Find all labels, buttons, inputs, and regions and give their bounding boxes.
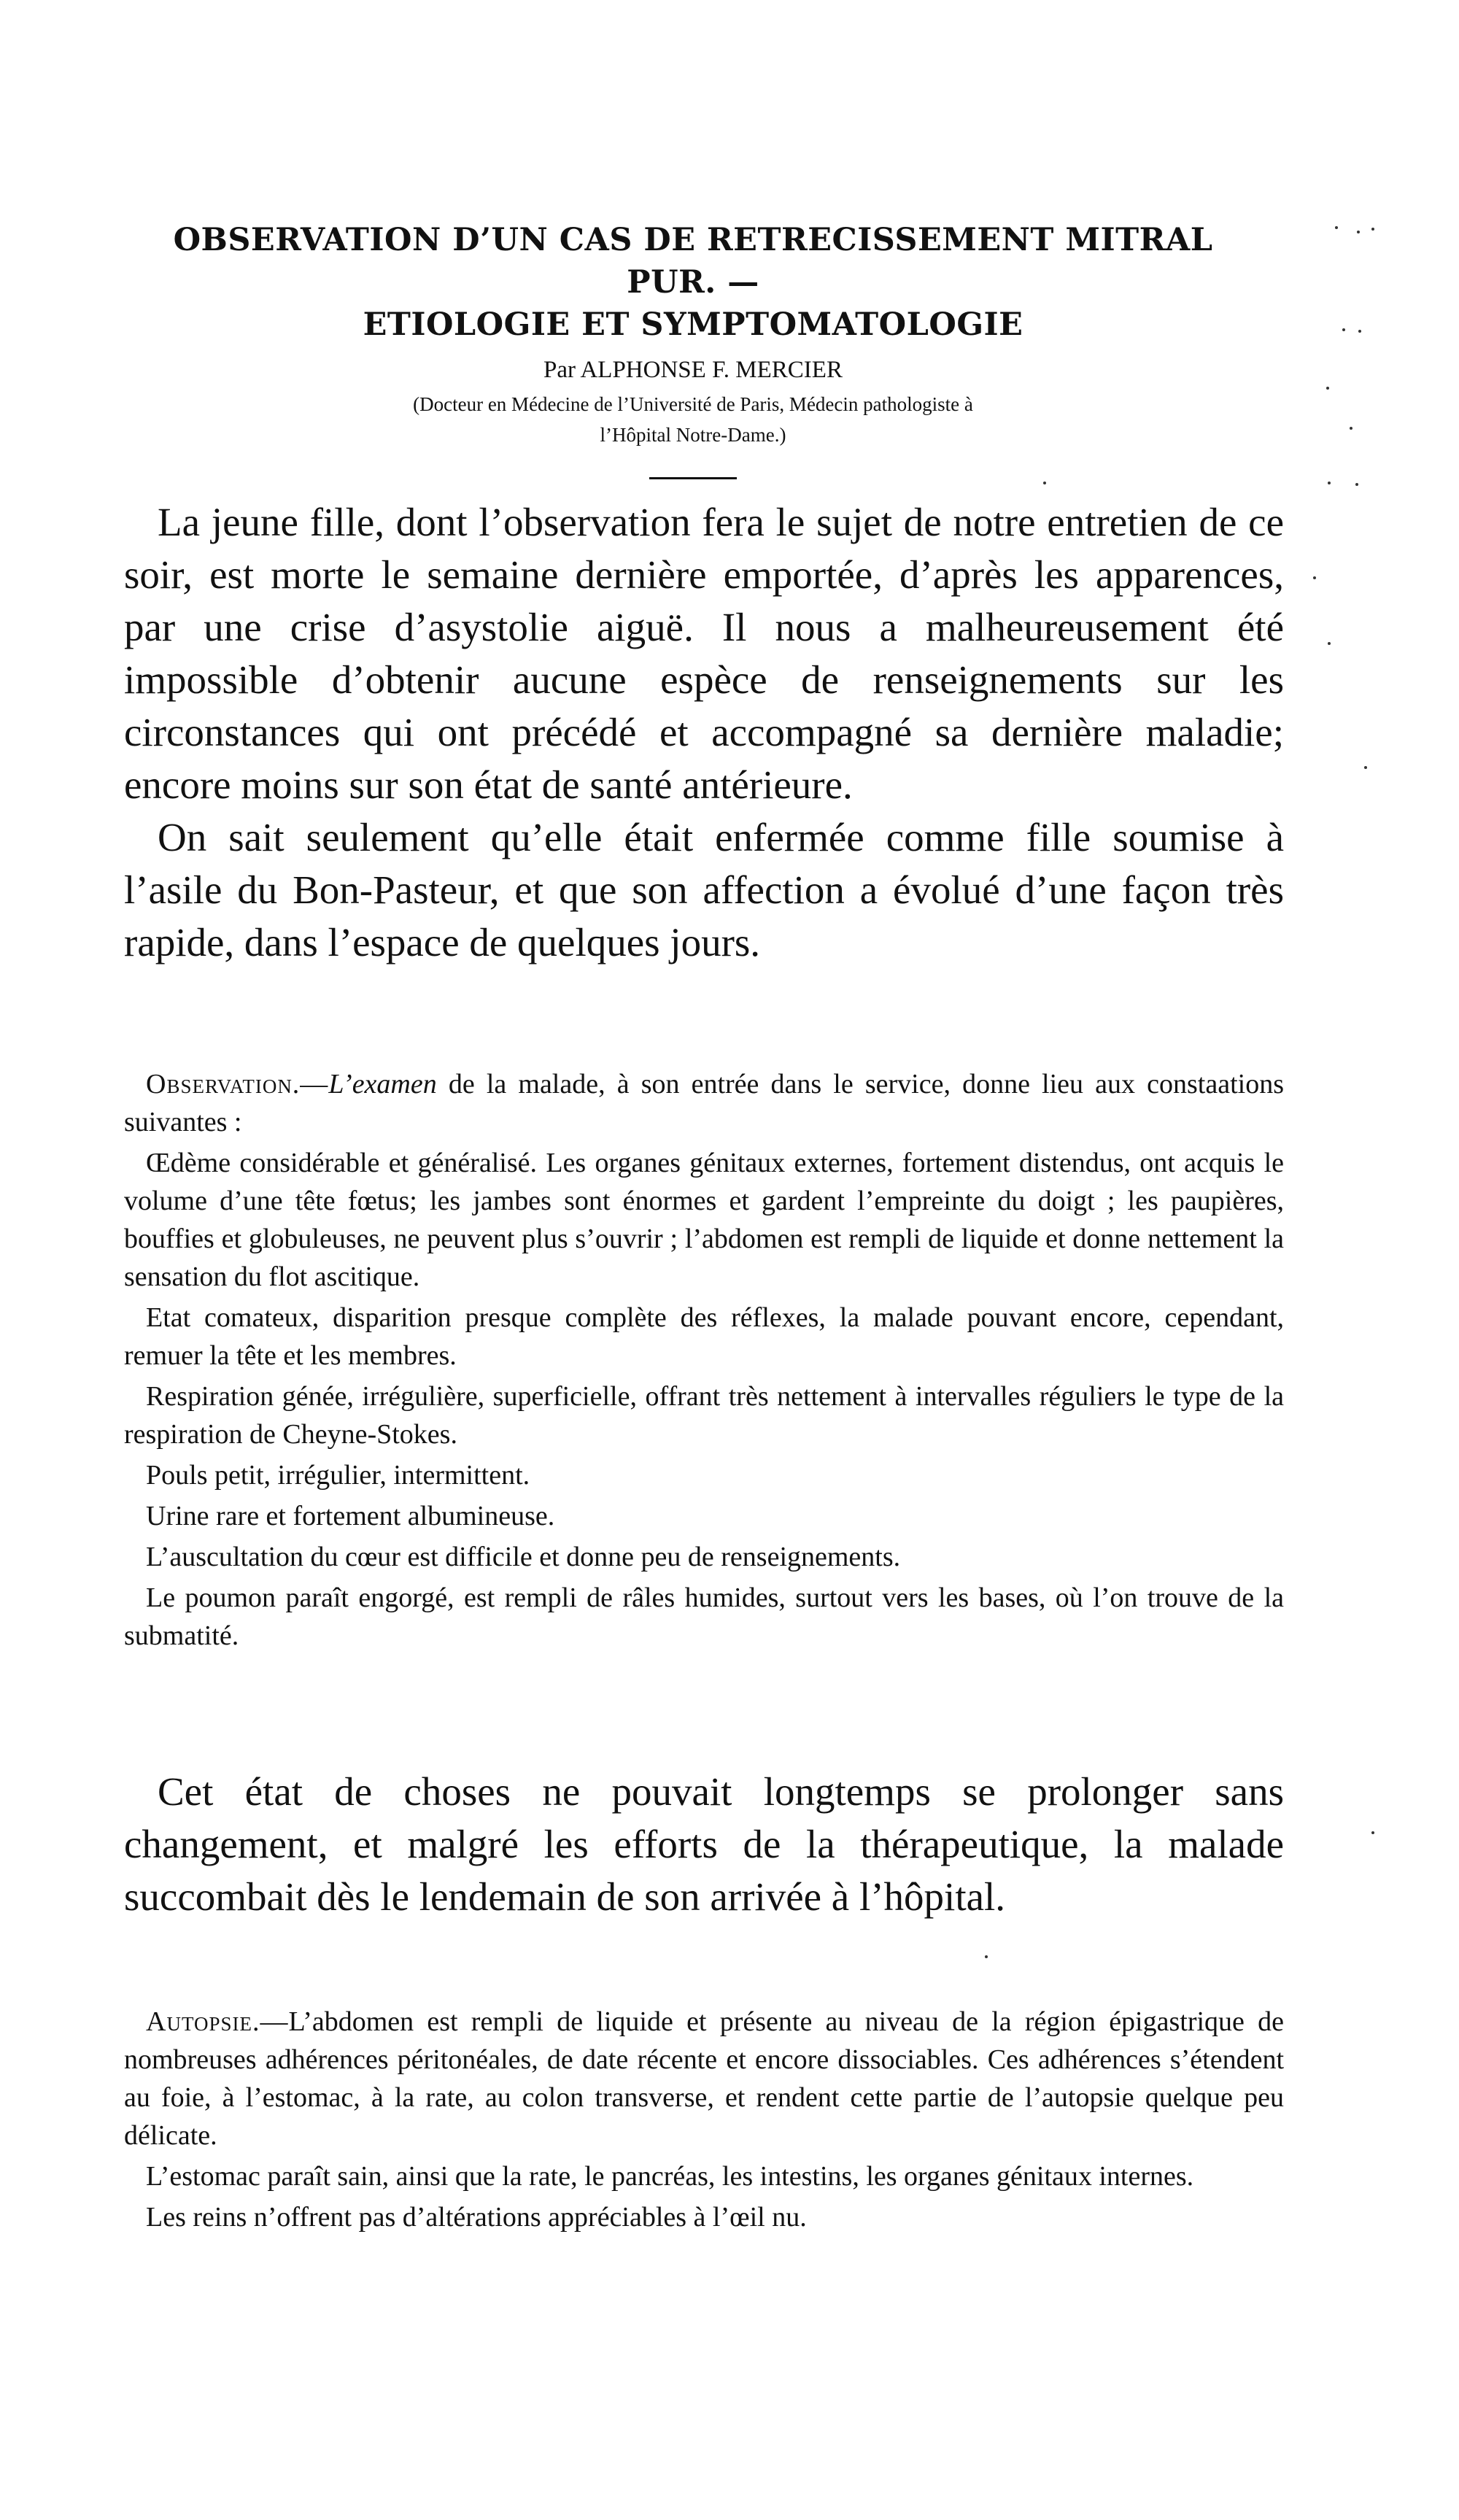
autopsy-section (124, 2003, 1284, 2236)
observation-paragraph-3: Etat comateux, disparition presque complète des réflexes, la malade pouvant encore, cependant, remuer la tête et les membres. (124, 1302, 1284, 1371)
author-byline: Par ALPHONSE F. MERCIER (543, 357, 843, 383)
speck (1328, 482, 1331, 484)
title-divider (649, 477, 737, 479)
intro-paragraph-2: On sait seulement qu’elle était enfermée comme fille soumise à l’asile du Bon-Pasteur, et que son affection a évolué d’une façon très rapide, dans l’espace de quelques jours. (124, 815, 1284, 965)
author-affiliation-line1: (Docteur en Médecine de l’Université de Paris, Médecin pathologiste à (413, 393, 973, 415)
speck (1043, 482, 1046, 484)
speck (1357, 231, 1360, 233)
observation-lead: Observation.— (146, 1069, 329, 1099)
autopsy-paragraph-1 (124, 2003, 1284, 2154)
observation-section (124, 1065, 1284, 1655)
speck (1350, 427, 1352, 430)
article-header (124, 219, 1262, 479)
speck (1313, 576, 1316, 579)
observation-paragraph-4: Respiration génée, irrégulière, superficielle, offrant très nettement à intervalles réguliers le type de la respiration de Cheyne-Stokes. (124, 1381, 1284, 1450)
observation-paragraph-5: Pouls petit, irrégulier, intermittent. (146, 1460, 530, 1491)
autopsy-paragraph-3: Les reins n’offrent pas d’altérations appréciables à l’œil nu. (146, 2202, 807, 2233)
autopsy-paragraph-1-text: L’abdomen est rempli de liquide et présente au niveau de la région épigastrique de nombreuses adhérences péritonéales, de date récente et encore dissociables. Ces adhérences s’étendent au foie, à l’estomac, à la rate, au colon transverse, et rendent cette partie de l’autopsie quelque peu délicate. (124, 2006, 1284, 2151)
observation-paragraph-8: Le poumon paraît engorgé, est rempli de râles humides, surtout vers les bases, où l’on trouve de la submatité. (124, 1582, 1284, 1651)
speck (1364, 766, 1367, 769)
observation-lead-italic: L’examen (328, 1069, 437, 1099)
middle-section (124, 1766, 1284, 1923)
speck (1326, 387, 1329, 390)
speck (1335, 226, 1338, 229)
autopsy-paragraph-2: L’estomac paraît sain, ainsi que la rate, le pancréas, les intestins, les organes génitaux internes. (146, 2161, 1194, 2192)
observation-paragraph-7: L’auscultation du cœur est difficile et donne peu de renseignements. (146, 1542, 901, 1572)
author-affiliation-line2: l’Hôpital Notre-Dame.) (600, 424, 786, 446)
middle-paragraph-1: Cet état de choses ne pouvait longtemps se prolonger sans changement, et malgré les efforts de la thérapeutique, la malade succombait dès le lendemain de son arrivée à l’hôpital. (124, 1769, 1284, 1919)
speck (1355, 483, 1358, 486)
observation-paragraph-6: Urine rare et fortement albumineuse. (146, 1501, 555, 1531)
speck (1328, 642, 1331, 645)
intro-paragraph-1: La jeune fille, dont l’observation fera le sujet de notre entretien de ce soir, est morte le semaine dernière emportée, d’après les apparences, par une crise d’asystolie aiguë. Il nous a malheureusement été impossible d’obtenir aucune espèce de renseignements sur les circonstances qui ont précédé et accompagné sa dernière maladie; encore moins sur son état de santé antérieure. (124, 500, 1284, 807)
observation-paragraph-2: Œdème considérable et généralisé. Les organes génitaux externes, fortement distendus, ont acquis le volume d’une tête fœtus; les jambes sont énormes et gardent l’empreinte du doigt ; les paupières, bouffies et globuleuses, ne peuvent plus s’ouvrir ; l’abdomen est rempli de liquide et donne nettement la sensation du flot ascitique. (124, 1148, 1284, 1292)
autopsy-lead: Autopsie.— (146, 2006, 289, 2037)
speck (1342, 328, 1345, 331)
speck (985, 1955, 988, 1958)
article-title-line2: ETIOLOGIE ET SYMPTOMATOLOGIE (363, 306, 1023, 343)
observation-paragraph-1 (124, 1065, 1284, 1141)
intro-section (124, 496, 1284, 969)
observation-paragraph-1-text: de la malade, à son entrée dans le service, donne lieu aux constaations suivantes : (124, 1069, 1284, 1137)
speck (1371, 1831, 1374, 1834)
speck (1371, 228, 1374, 231)
speck (1358, 330, 1361, 333)
article-title-line1: OBSERVATION D’UN CAS DE RETRECISSEMENT MITRAL PUR. — (173, 222, 1213, 301)
